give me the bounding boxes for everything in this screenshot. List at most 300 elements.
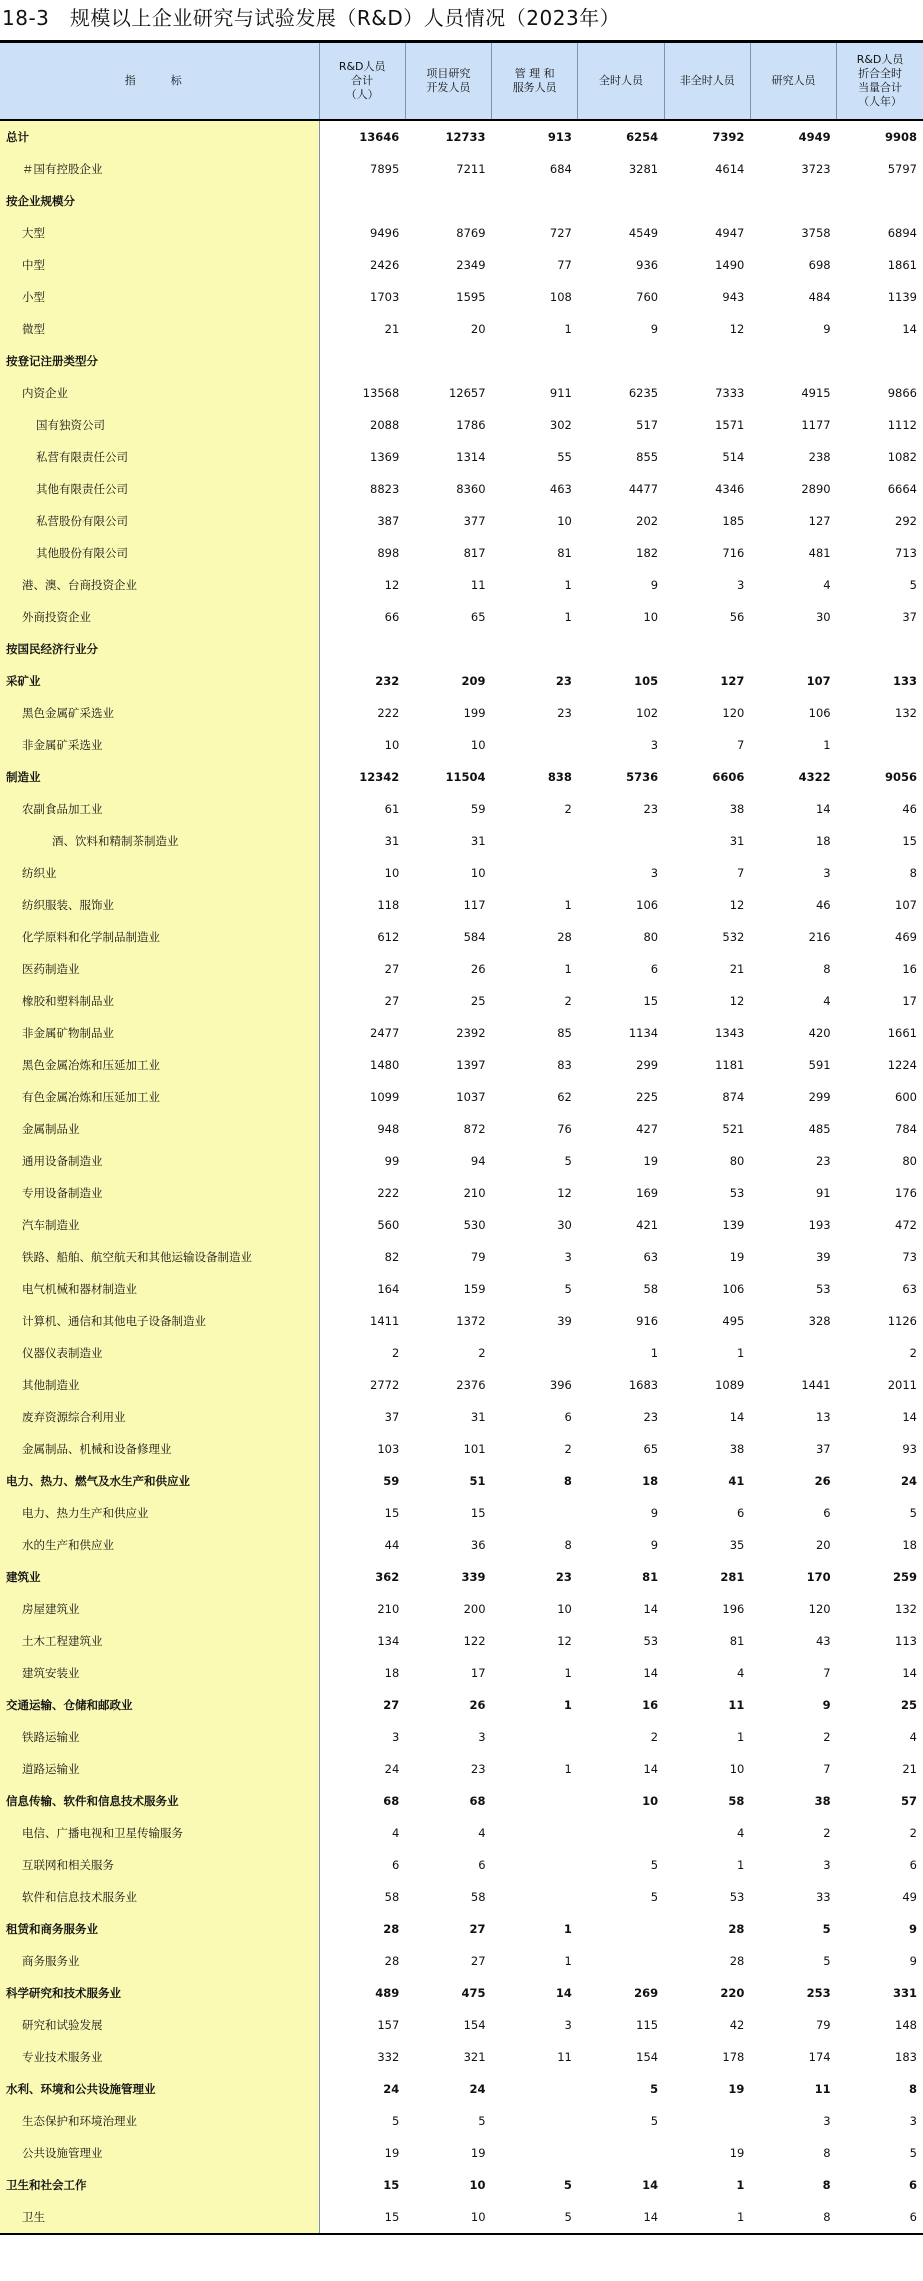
cell-management-service: 727 [549,226,572,240]
cell-fte-total: 1861 [887,258,917,272]
row-label: 黑色金属冶炼和压延加工业 [0,1049,319,1081]
cell-researchers: 7 [823,1666,831,1680]
cell-rd-total: 27 [383,1698,400,1712]
cell-project-rd: 68 [469,1794,486,1808]
cell-full-time: 5 [650,2082,659,2096]
cell-management-service: 39 [557,1314,572,1328]
row-label: 按企业规模分 [0,185,319,217]
table-row [0,2105,923,2137]
cell-project-rd: 2392 [456,1026,486,1040]
cell-fte-total: 73 [902,1250,917,1264]
cell-fte-total: 24 [900,1474,917,1488]
cell-full-time: 14 [643,1762,659,1776]
cell-project-rd: 8360 [456,482,486,496]
cell-project-rd: 101 [463,1442,486,1456]
table-row [0,1657,923,1689]
row-label: 按国民经济行业分 [0,633,319,665]
cell-part-time: 1490 [715,258,745,272]
cell-fte-total: 259 [892,1570,917,1584]
cell-full-time: 63 [643,1250,659,1264]
cell-full-time: 1134 [628,1026,659,1040]
cell-rd-total: 2477 [370,1026,400,1040]
cell-management-service: 23 [557,706,572,720]
cell-researchers: 4 [823,578,831,592]
row-label: 专业技术服务业 [0,2041,319,2073]
row-label: 通用设备制造业 [0,1145,319,1177]
cell-part-time: 7333 [715,386,745,400]
row-label: 金属制品、机械和设备修理业 [0,1433,319,1465]
cell-project-rd: 24 [469,2082,486,2096]
cell-rd-total: 3 [391,1730,400,1744]
cell-full-time: 6 [650,962,659,976]
cell-rd-total: 1703 [370,290,400,304]
table-row [0,2169,923,2201]
cell-rd-total: 2772 [370,1378,400,1392]
cell-fte-total: 784 [895,1122,917,1136]
cell-part-time: 35 [729,1538,745,1552]
cell-project-rd: 321 [463,2050,486,2064]
cell-rd-total: 24 [383,2082,400,2096]
cell-full-time: 5736 [626,770,659,784]
cell-rd-total: 7895 [370,162,400,176]
cell-full-time: 65 [643,1442,659,1456]
cell-part-time: 19 [729,1250,745,1264]
cell-fte-total: 148 [895,2018,917,2032]
cell-full-time: 14 [643,1666,659,1680]
cell-management-service: 55 [557,450,572,464]
cell-researchers: 6 [823,1506,831,1520]
cell-fte-total: 5 [909,2146,917,2160]
cell-rd-total: 8823 [370,482,400,496]
row-label: 专用设备制造业 [0,1177,319,1209]
header-row [0,43,923,120]
row-label: 私营有限责任公司 [0,441,319,473]
cell-rd-total: 6 [391,1858,400,1872]
cell-project-rd: 117 [463,898,486,912]
cell-full-time: 936 [636,258,659,272]
row-label: 内资企业 [0,377,319,409]
cell-part-time: 874 [722,1090,745,1104]
cell-project-rd: 26 [470,962,486,976]
cell-rd-total: 99 [384,1154,400,1168]
cell-management-service: 2 [564,994,572,1008]
cell-part-time: 19 [728,2082,745,2096]
cell-full-time [578,1945,664,1977]
cell-full-time: 202 [636,514,659,528]
cell-rd-total: 103 [377,1442,400,1456]
cell-researchers: 485 [808,1122,831,1136]
table-row [0,1177,923,1209]
cell-full-time: 4549 [628,226,659,240]
cell-management-service [492,1817,578,1849]
cell-part-time: 4614 [715,162,745,176]
cell-project-rd: 377 [463,514,486,528]
table-body [0,120,923,2233]
cell-rd-total: 232 [375,674,400,688]
cell-full-time: 23 [643,802,659,816]
cell-part-time: 28 [728,1922,745,1936]
cell-management-service: 1 [564,578,572,592]
table-row [0,2073,923,2105]
cell-full-time: 6254 [626,130,659,144]
cell-researchers: 13 [815,1410,831,1424]
cell-fte-total: 9 [909,1954,917,1968]
cell-researchers: 698 [808,258,831,272]
cell-part-time: 53 [729,1186,745,1200]
cell-project-rd: 36 [470,1538,486,1552]
row-label: 互联网和相关服务 [0,1849,319,1881]
cell-part-time: 3 [737,578,745,592]
cell-management-service [492,2137,578,2169]
row-label: 微型 [0,313,319,345]
cell-rd-total: 59 [383,1474,400,1488]
cell-full-time: 58 [643,1282,659,1296]
cell-full-time: 916 [636,1314,659,1328]
cell-rd-total: 134 [377,1634,400,1648]
cell-full-time: 81 [642,1570,659,1584]
cell-management-service: 3 [564,2018,572,2032]
bottom-rule [0,2233,923,2235]
cell-fte-total: 6664 [887,482,917,496]
cell-full-time: 23 [643,1410,659,1424]
cell-part-time: 12 [729,322,745,336]
cell-researchers: 5 [823,1954,831,1968]
cell-full-time: 105 [634,674,659,688]
cell-fte-total: 3 [909,2114,917,2128]
cell-full-time: 2 [650,1730,659,1744]
cell-project-rd [405,633,491,665]
cell-management-service: 81 [557,546,572,560]
cell-fte-total: 6 [909,1858,917,1872]
cell-rd-total: 2088 [370,418,400,432]
cell-rd-total: 1099 [370,1090,400,1104]
cell-management-service: 5 [564,1154,572,1168]
cell-researchers: 238 [808,450,831,464]
cell-project-rd: 2349 [456,258,486,272]
cell-full-time: 14 [643,2210,659,2224]
cell-project-rd: 200 [463,1602,486,1616]
table-row [0,1369,923,1401]
header-full-time: 全时人员 [578,43,664,120]
cell-fte-total: 6 [908,2178,917,2192]
cell-full-time: 10 [643,610,659,624]
cell-researchers: 3 [823,2114,831,2128]
cell-rd-total: 2426 [370,258,400,272]
table-row [0,1145,923,1177]
table-row [0,953,923,985]
cell-management-service: 30 [557,1218,572,1232]
cell-rd-total: 12 [384,578,400,592]
cell-fte-total: 93 [902,1442,917,1456]
table-row [0,1401,923,1433]
cell-fte-total: 9866 [887,386,917,400]
row-label: 建筑业 [0,1561,319,1593]
cell-researchers: 23 [815,1154,831,1168]
cell-researchers: 5 [822,1922,831,1936]
row-label: 大型 [0,217,319,249]
cell-part-time: 532 [722,930,745,944]
cell-management-service: 911 [549,386,572,400]
row-label: 公共设施管理业 [0,2137,319,2169]
table-row [0,120,923,153]
cell-part-time: 1571 [715,418,745,432]
cell-fte-total: 46 [902,802,917,816]
cell-part-time: 4 [737,1666,745,1680]
cell-rd-total: 27 [384,962,400,976]
cell-project-rd: 25 [470,994,486,1008]
cell-project-rd: 2 [478,1346,486,1360]
table-row [0,1337,923,1369]
cell-researchers: 420 [808,1026,831,1040]
cell-fte-total: 8 [909,866,917,880]
cell-full-time: 80 [643,930,659,944]
cell-rd-total: 118 [377,898,400,912]
row-label: 科学研究和技术服务业 [0,1977,319,2009]
cell-management-service [492,1721,578,1753]
cell-management-service: 1 [564,322,572,336]
cell-full-time: 225 [636,1090,659,1104]
table-row [0,1113,923,1145]
cell-fte-total [837,345,923,377]
cell-fte-total: 9908 [884,130,917,144]
cell-researchers: 2 [823,1730,831,1744]
cell-researchers: 14 [815,802,831,816]
row-label: 研究和试验发展 [0,2009,319,2041]
cell-project-rd: 59 [470,802,486,816]
cell-project-rd: 26 [469,1698,486,1712]
cell-project-rd: 12733 [445,130,486,144]
cell-project-rd: 1314 [456,450,486,464]
cell-part-time: 1 [737,1346,745,1360]
row-label: 黑色金属矿采选业 [0,697,319,729]
table-row [0,1081,923,1113]
cell-part-time: 521 [722,1122,745,1136]
table-row [0,185,923,217]
cell-fte-total: 9056 [884,770,917,784]
cell-full-time [578,1817,664,1849]
row-label: 有色金属冶炼和压延加工业 [0,1081,319,1113]
row-label: 外商投资企业 [0,601,319,633]
cell-rd-total: 12342 [359,770,400,784]
cell-full-time: 15 [643,994,659,1008]
table-row [0,217,923,249]
row-label: 其他制造业 [0,1369,319,1401]
table-row [0,537,923,569]
cell-rd-total: 28 [383,1922,400,1936]
cell-researchers: 9 [822,1698,831,1712]
cell-fte-total: 5 [909,1506,917,1520]
cell-part-time: 53 [729,1890,745,1904]
cell-researchers: 3 [823,1858,831,1872]
table-row [0,889,923,921]
cell-rd-total [319,185,405,217]
row-label: 电力、热力、燃气及水生产和供应业 [0,1465,319,1497]
cell-rd-total: 1411 [370,1314,400,1328]
cell-fte-total: 292 [895,514,917,528]
table-row [0,985,923,1017]
cell-rd-total: 1369 [370,450,400,464]
cell-management-service: 3 [564,1250,572,1264]
cell-management-service [492,857,578,889]
cell-project-rd: 210 [463,1186,486,1200]
cell-project-rd: 31 [470,1410,486,1424]
cell-part-time: 19 [729,2146,745,2160]
cell-part-time: 80 [729,1154,745,1168]
cell-project-rd: 1037 [456,1090,486,1104]
cell-rd-total: 157 [377,2018,400,2032]
cell-full-time: 14 [643,1602,659,1616]
cell-part-time: 106 [722,1282,745,1296]
cell-project-rd: 1786 [456,418,486,432]
cell-part-time: 1343 [715,1026,745,1040]
cell-management-service: 83 [557,1058,572,1072]
table-row [0,601,923,633]
table-row [0,345,923,377]
table-row [0,2137,923,2169]
cell-full-time: 106 [636,898,659,912]
cell-rd-total: 948 [377,1122,400,1136]
cell-fte-total: 183 [895,2050,917,2064]
table-row [0,1625,923,1657]
table-row [0,1465,923,1497]
table-row [0,281,923,313]
cell-project-rd: 17 [470,1666,486,1680]
cell-full-time: 5 [650,1890,659,1904]
cell-rd-total: 21 [384,322,400,336]
cell-project-rd: 51 [469,1474,486,1488]
cell-full-time: 299 [636,1058,659,1072]
cell-researchers: 107 [806,674,831,688]
cell-project-rd: 159 [463,1282,486,1296]
cell-full-time: 9 [650,1506,659,1520]
cell-full-time [578,633,664,665]
cell-fte-total: 132 [895,706,917,720]
cell-researchers: 7 [823,1762,831,1776]
cell-researchers [750,633,836,665]
cell-project-rd: 23 [470,1762,486,1776]
cell-full-time: 1683 [628,1378,659,1392]
cell-fte-total: 713 [895,546,917,560]
row-label: 卫生 [0,2201,319,2233]
cell-rd-total: 61 [384,802,400,816]
row-label: 计算机、通信和其他电子设备制造业 [0,1305,319,1337]
cell-rd-total: 24 [384,1762,400,1776]
cell-researchers: 484 [808,290,831,304]
cell-management-service: 5 [564,2210,572,2224]
cell-part-time: 281 [720,1570,745,1584]
table-row [0,761,923,793]
cell-part-time: 1 [736,2178,745,2192]
cell-management-service [492,1785,578,1817]
table-row [0,665,923,697]
cell-management-service [492,825,578,857]
cell-project-rd: 1397 [456,1058,486,1072]
cell-project-rd: 20 [470,322,486,336]
cell-researchers: 127 [808,514,831,528]
cell-management-service: 108 [549,290,572,304]
cell-part-time: 1 [737,1730,745,1744]
table-row [0,1241,923,1273]
cell-fte-total: 14 [902,1410,917,1424]
cell-researchers: 3758 [801,226,831,240]
cell-management-service [492,1337,578,1369]
cell-management-service: 463 [549,482,572,496]
cell-project-rd [405,345,491,377]
cell-project-rd: 7211 [456,162,486,176]
row-label: 医药制造业 [0,953,319,985]
cell-rd-total: 332 [377,2050,400,2064]
cell-fte-total: 1126 [887,1314,917,1328]
cell-management-service [492,185,578,217]
table-row [0,1561,923,1593]
cell-researchers: 8 [823,2210,831,2224]
cell-fte-total: 2 [909,1826,917,1840]
cell-fte-total: 8 [908,2082,917,2096]
cell-management-service: 8 [564,1538,572,1552]
table-row [0,313,923,345]
table-row [0,1017,923,1049]
row-label: 铁路运输业 [0,1721,319,1753]
cell-fte-total: 472 [895,1218,917,1232]
table-row [0,1849,923,1881]
cell-researchers: 43 [815,1634,831,1648]
header-part-time: 非全时人员 [664,43,750,120]
cell-management-service [492,1849,578,1881]
row-label: 道路运输业 [0,1753,319,1785]
header-researchers: 研究人员 [750,43,836,120]
cell-full-time: 154 [636,2050,659,2064]
cell-project-rd: 94 [470,1154,486,1168]
cell-project-rd: 817 [463,546,486,560]
table-row [0,1497,923,1529]
cell-rd-total: 19 [384,2146,400,2160]
cell-part-time: 1181 [715,1058,745,1072]
cell-part-time: 11 [728,1698,745,1712]
table-row [0,1881,923,1913]
cell-fte-total [837,185,923,217]
cell-rd-total: 612 [377,930,400,944]
cell-researchers: 53 [815,1282,831,1296]
cell-part-time: 514 [722,450,745,464]
cell-researchers: 120 [808,1602,831,1616]
cell-full-time: 19 [643,1154,659,1168]
cell-rd-total [319,345,405,377]
cell-project-rd: 475 [461,1986,486,2000]
cell-full-time [578,185,664,217]
table-row [0,377,923,409]
cell-part-time: 1 [737,1858,745,1872]
cell-rd-total: 4 [391,1826,400,1840]
header-indicator: 指 标 [0,43,319,120]
cell-full-time: 18 [642,1474,659,1488]
cell-researchers: 2 [823,1826,831,1840]
row-label: 生态保护和环境治理业 [0,2105,319,2137]
cell-full-time: 9 [650,578,659,592]
cell-part-time: 716 [722,546,745,560]
table-row [0,153,923,185]
cell-rd-total: 560 [377,1218,400,1232]
table-row [0,569,923,601]
cell-project-rd: 12657 [448,386,486,400]
cell-management-service: 5 [563,2178,572,2192]
cell-project-rd: 1372 [456,1314,486,1328]
cell-full-time: 3 [650,738,659,752]
cell-rd-total: 18 [384,1666,400,1680]
cell-management-service: 913 [547,130,572,144]
cell-management-service: 1 [564,1762,572,1776]
cell-project-rd: 209 [461,674,486,688]
cell-part-time: 7392 [712,130,745,144]
